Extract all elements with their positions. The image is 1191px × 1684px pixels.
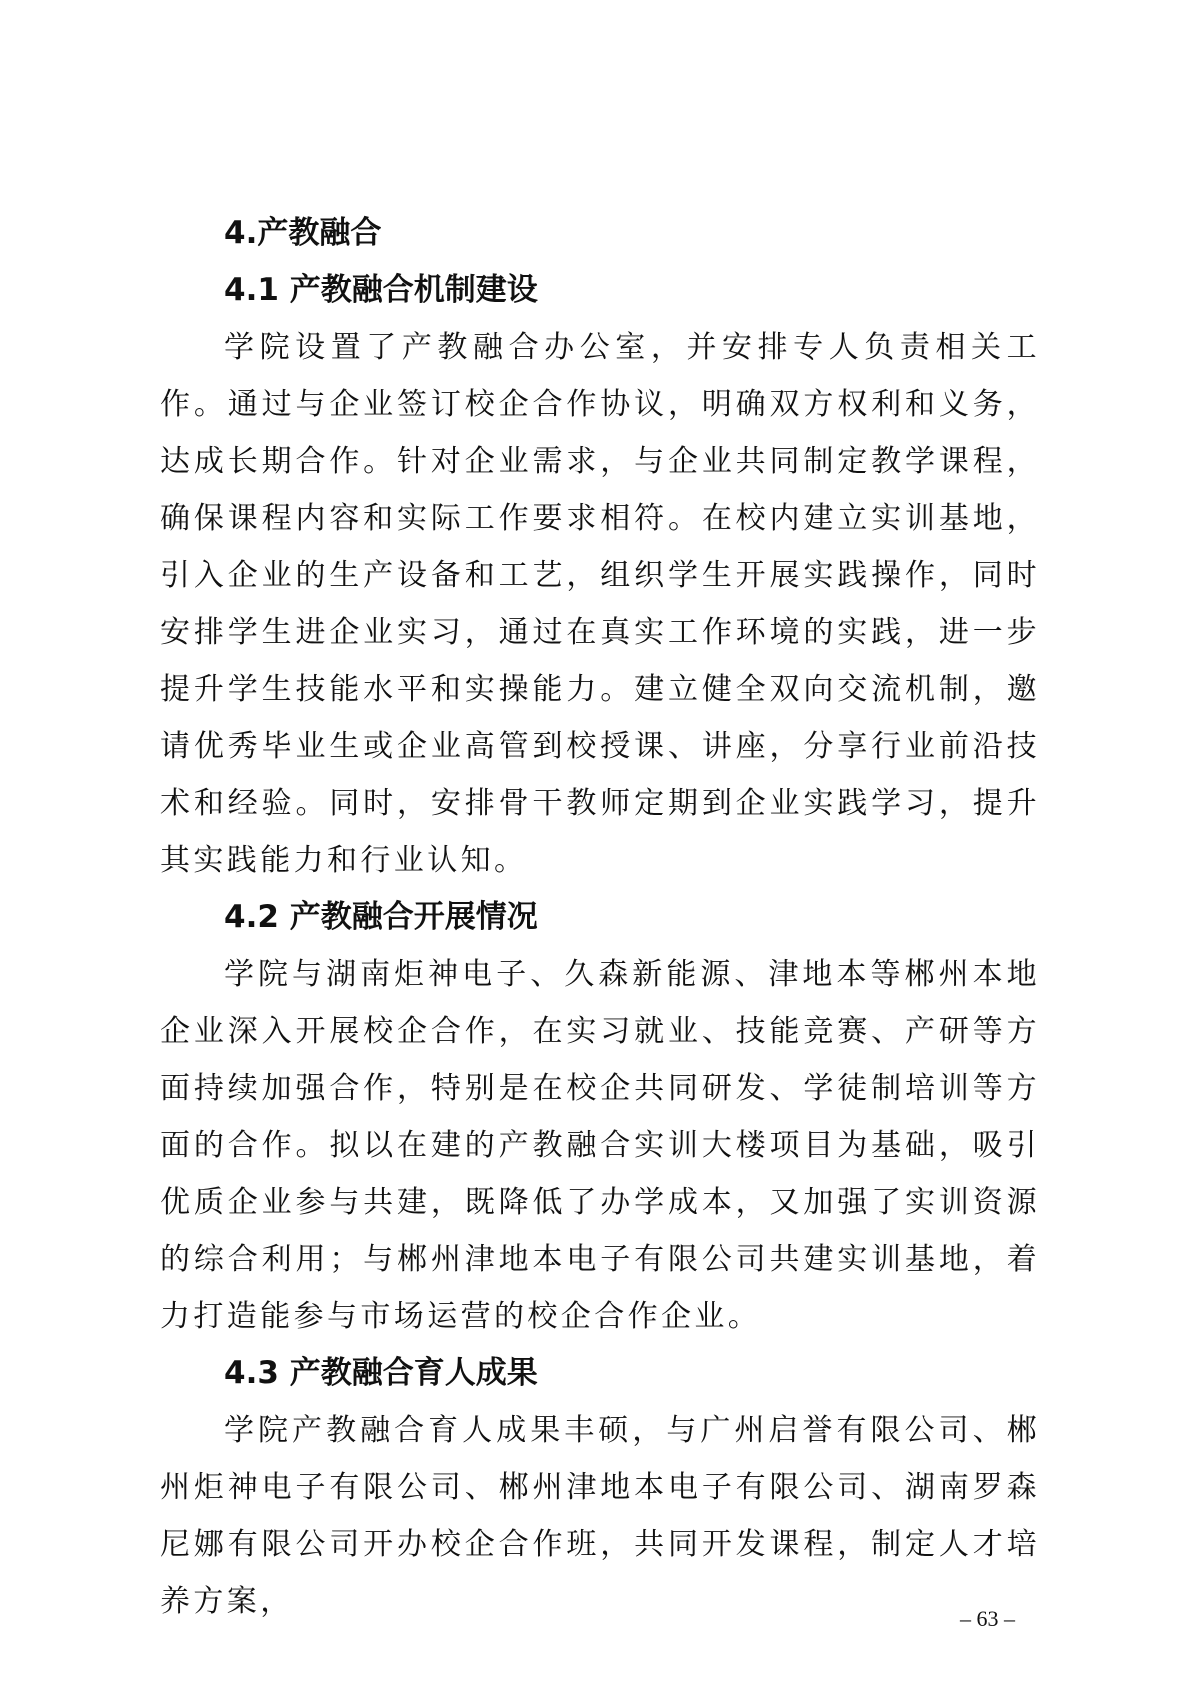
page-number: – 63 – [960,1606,1015,1631]
subsection-title-4-1: 4.1 产教融合机制建设 [224,272,538,308]
subsection-title-4-3: 4.3 产教融合育人成果 [224,1355,538,1391]
section-title: 4.产教融合 [224,215,382,251]
page-content [160,205,1040,1630]
paragraph-4-1: 学院设置了产教融合办公室，并安排专人负责相关工作。通过与企业签订校企合作协议，明确双方权利和义务，达成长期合作。针对企业需求，与企业共同制定教学课程，确保课程内容和实际工作要求相符。在校内建立实训基地，引入企业的生产设备和工艺，组织学生开展实践操作，同时安排学生进企业实习，通过在真实工作环境的实践，进一步提升学生技能水平和实操能力。建立健全双向交流机制，邀请优秀毕业生或企业高管到校授课、讲座，分享行业前沿技术和经验。同时，安排骨干教师定期到企业实践学习，提升其实践能力和行业认知。 [160,330,1040,878]
subsection-title-4-2: 4.2 产教融合开展情况 [224,899,538,935]
paragraph-4-2: 学院与湖南炬神电子、久森新能源、津地本等郴州本地企业深入开展校企合作，在实习就业、技能竞赛、产研等方面持续加强合作，特别是在校企共同研发、学徒制培训等方面的合作。拟以在建的产教融合实训大楼项目为基础，吸引优质企业参与共建，既降低了办学成本，又加强了实训资源的综合利用；与郴州津地本电子有限公司共建实训基地，着力打造能参与市场运营的校企合作企业。 [160,957,1040,1334]
paragraph-4-3: 学院产教融合育人成果丰硕，与广州启誉有限公司、郴州炬神电子有限公司、郴州津地本电子有限公司、湖南罗森尼娜有限公司开办校企合作班，共同开发课程，制定人才培养方案， [160,1413,1040,1619]
